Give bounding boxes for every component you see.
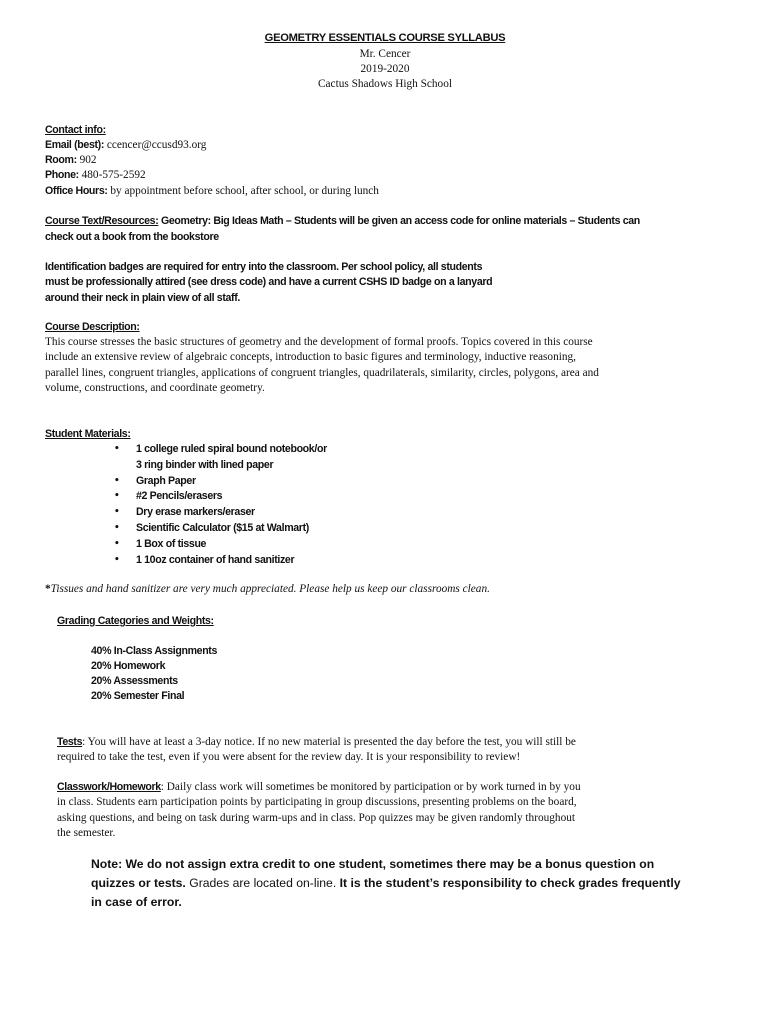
classwork-heading: Classwork/Homework: [57, 781, 161, 793]
materials-item: [114, 537, 327, 553]
note-line-3: [91, 893, 182, 913]
grading-heading: Grading Categories and Weights:: [57, 615, 214, 627]
contact-phone: [45, 168, 146, 183]
email-label: Email (best):: [45, 139, 105, 151]
grading-item-assessments: 20% Assessments: [91, 675, 178, 687]
bullet-icon: •: [114, 522, 120, 533]
bullet-icon: •: [114, 507, 120, 518]
school-name: Cactus Shadows High School: [318, 78, 452, 90]
email-value: ccencer@ccusd93.org: [104, 139, 207, 151]
badge-policy-line-2: must be professionally attired (see dress code) and have a current CSHS ID badge on a lanyard: [45, 276, 493, 288]
note-line-2: [91, 874, 681, 894]
grading-item-in-class: 40% In-Class Assignments: [91, 645, 218, 657]
materials-item-text: Dry erase markers/eraser: [136, 506, 255, 519]
tests-line-2: required to take the test, even if you were absent for the review day. It is your responsibility to review!: [57, 751, 521, 763]
materials-item-text: 1 college ruled spiral bound notebook/or: [136, 443, 327, 455]
materials-item-text: #2 Pencils/erasers: [136, 490, 223, 503]
bullet-icon: •: [114, 444, 120, 454]
contact-office-hours: [45, 184, 379, 199]
classwork-text-1: : Daily class work will sometimes be monitored by participation or by work turned in by you: [160, 781, 581, 793]
materials-item-text: 1 10oz container of hand sanitizer: [136, 553, 295, 566]
materials-note: [45, 582, 490, 597]
classwork-line-4: the semester.: [57, 827, 116, 839]
note-line-2-bold-2: It is the student’s responsibility to check grades frequently: [336, 876, 681, 890]
materials-item-text: 1 Box of tissue: [136, 537, 207, 550]
grading-item-homework: 20% Homework: [91, 660, 166, 672]
tests-text-1: : You will have at least a 3-day notice. If no new material is presented the day before the test, you will still be: [82, 736, 576, 748]
resources-line-2: check out a book from the bookstore: [45, 231, 219, 243]
document-title: GEOMETRY ESSENTIALS COURSE SYLLABUS: [264, 32, 506, 44]
note-line-2-plain: Grades are located on-line.: [185, 876, 337, 890]
classwork-line-1: [57, 780, 581, 795]
materials-heading: Student Materials:: [45, 428, 131, 440]
note-line-3-text: in case of error.: [91, 895, 182, 909]
materials-item: [114, 553, 327, 569]
bullet-icon: •: [114, 554, 120, 565]
resources-heading: Course Text/Resources:: [45, 215, 159, 227]
description-line-3: parallel lines, congruent triangles, applications of congruent triangles, quadrilaterals, similarity, circles, polygons, area and: [45, 367, 599, 379]
tests-heading: Tests: [57, 736, 83, 748]
materials-list: [114, 442, 327, 568]
bullet-icon: •: [114, 491, 120, 502]
description-line-2: include an extensive review of algebraic concepts, introduction to basic figures and terminology, inductive reasoning,: [45, 351, 576, 363]
materials-item: [114, 442, 327, 458]
materials-item-continuation: [136, 458, 327, 474]
description-line-4: volume, constructions, and coordinate geometry.: [45, 382, 265, 394]
materials-item: [114, 521, 327, 537]
resources-text-1: Geometry: Big Ideas Math – Students will be given an access code for online materials – Students can: [158, 215, 640, 227]
office-hours-label: Office Hours:: [45, 185, 108, 197]
materials-item-text: Graph Paper: [136, 474, 196, 487]
materials-item: [114, 505, 327, 521]
description-line-1: This course stresses the basic structures of geometry and the development of formal proofs. Topics covered in this course: [45, 336, 593, 348]
contact-room: [45, 153, 97, 168]
phone-value: 480-575-2592: [78, 169, 146, 181]
contact-email: [45, 138, 206, 153]
note-line-2-bold: quizzes or tests.: [91, 876, 186, 890]
note-line-1-text: Note: We do not assign extra credit to one student, sometimes there may be a bonus question on: [91, 857, 655, 871]
grading-item-final: 20% Semester Final: [91, 690, 185, 702]
badge-policy-line-1: Identification badges are required for entry into the classroom. Per school policy, all students: [45, 261, 483, 273]
room-label: Room:: [45, 154, 77, 166]
room-value: 902: [76, 154, 97, 166]
phone-label: Phone:: [45, 169, 79, 181]
badge-policy-line-3: around their neck in plain view of all staff.: [45, 292, 240, 304]
classwork-line-2: in class. Students earn participation points by participating in group discussions, presenting problems on the board,: [57, 796, 577, 808]
school-year: 2019-2020: [360, 63, 410, 75]
tests-line-1: [57, 735, 576, 750]
materials-note-star: *: [45, 583, 51, 595]
materials-item: [114, 489, 327, 505]
bullet-icon: •: [114, 538, 120, 549]
materials-item-text: 3 ring binder with lined paper: [136, 458, 274, 471]
bullet-icon: •: [114, 475, 120, 486]
materials-item: [114, 474, 327, 490]
classwork-line-3: asking questions, and being on task during warm-ups and in class. Pop quizzes may be given randomly throughout: [57, 812, 576, 824]
contact-heading: Contact info:: [45, 124, 106, 136]
description-heading: Course Description:: [45, 321, 140, 333]
note-line-1: [91, 855, 654, 875]
teacher-name: Mr. Cencer: [359, 48, 411, 60]
resources-line-1: [45, 214, 640, 229]
materials-item-text: Scientific Calculator ($15 at Walmart): [136, 521, 309, 534]
materials-note-text: Tissues and hand sanitizer are very much appreciated. Please help us keep our classrooms clean.: [50, 583, 490, 595]
office-hours-value: by appointment before school, after school, or during lunch: [107, 185, 379, 197]
